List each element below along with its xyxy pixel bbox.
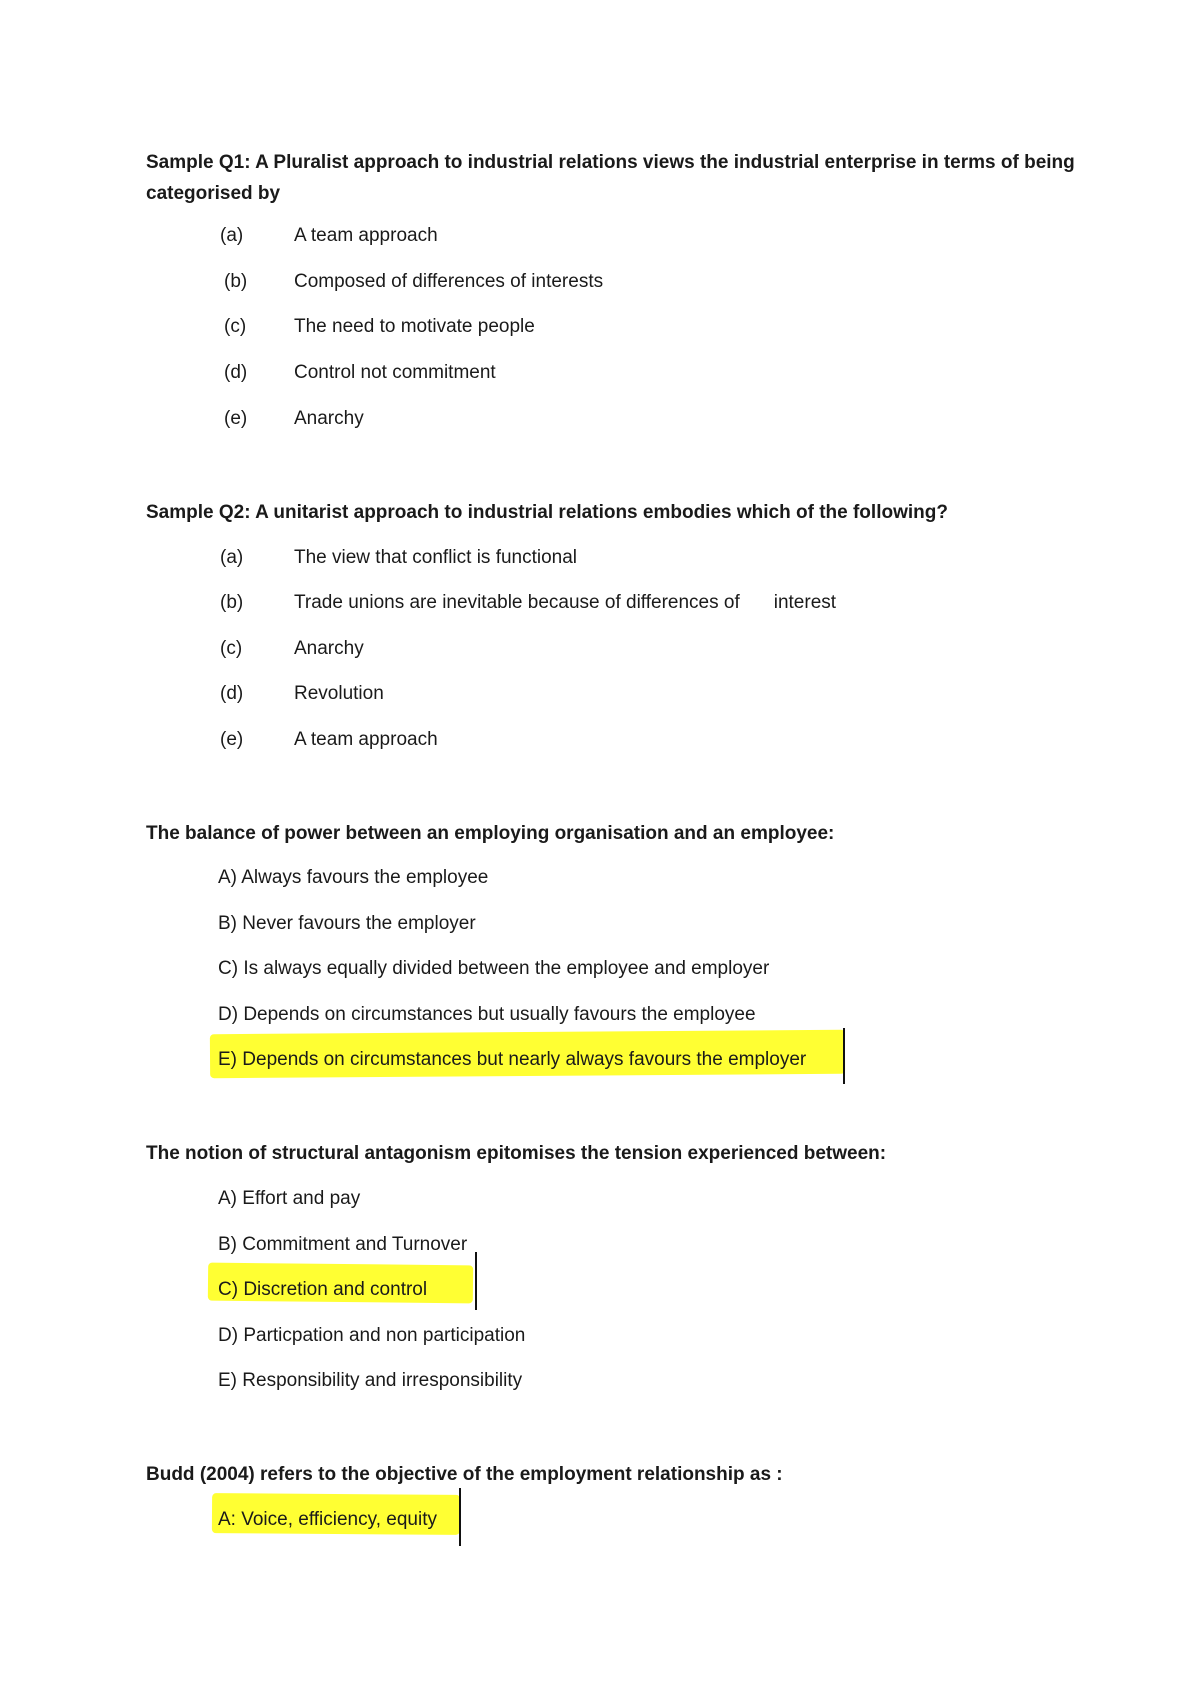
option-label: (b) (220, 592, 244, 613)
q5-option-a[interactable]: A: Voice, efficiency, equity (218, 1509, 437, 1530)
q4-option-b[interactable]: B) Commitment and Turnover (218, 1234, 468, 1255)
text-cursor (459, 1488, 461, 1546)
question-1: Sample Q1: A Pluralist approach to industrial relations views the industrial enterprise in terms of being categorised by (146, 152, 1075, 204)
option-label: (a) (220, 547, 244, 568)
text-cursor (475, 1252, 477, 1310)
option-text (294, 591, 836, 615)
option-text: A team approach (294, 225, 438, 246)
option-label: (c) (224, 316, 247, 337)
option-text: Revolution (294, 683, 384, 704)
q4-option-a[interactable]: A) Effort and pay (218, 1188, 361, 1209)
option-text: The view that conflict is functional (294, 547, 578, 568)
question-4: The notion of structural antagonism epitomises the tension experienced between: (146, 1143, 887, 1164)
option-text: Anarchy (294, 638, 364, 659)
option-text: Control not commitment (294, 362, 496, 383)
q3-option-d[interactable]: D) Depends on circumstances but usually favours the employee (218, 1004, 756, 1025)
option-text: Composed of differences of interests (294, 271, 604, 292)
option-label: (d) (224, 362, 248, 383)
question-2: Sample Q2: A unitarist approach to industrial relations embodies which of the following? (146, 502, 948, 523)
option-text: The need to motivate people (294, 316, 535, 337)
q3-option-e[interactable]: E) Depends on circumstances but nearly always favours the employer (218, 1049, 807, 1070)
option-text: A team approach (294, 729, 438, 750)
option-label: (b) (224, 271, 248, 292)
option-label: (d) (220, 683, 244, 704)
q3-option-b[interactable]: B) Never favours the employer (218, 913, 476, 934)
option-label: (e) (220, 729, 244, 750)
q4-option-c[interactable]: C) Discretion and control (218, 1279, 428, 1300)
q3-option-a[interactable]: A) Always favours the employee (218, 867, 489, 888)
question-5: Budd (2004) refers to the objective of the employment relationship as : (146, 1464, 783, 1485)
text-cursor (843, 1028, 845, 1084)
option-label: (a) (220, 225, 244, 246)
q3-option-c[interactable]: C) Is always equally divided between the employee and employer (218, 958, 770, 979)
option-label: (e) (224, 408, 248, 429)
q4-option-e[interactable]: E) Responsibility and irresponsibility (218, 1370, 523, 1391)
option-text-main: Trade unions are inevitable because of differences of (294, 592, 740, 613)
option-label: (c) (220, 638, 243, 659)
option-text: Anarchy (294, 408, 364, 429)
option-text-tail: interest (773, 592, 837, 613)
q4-option-d[interactable]: D) Particpation and non participation (218, 1325, 526, 1346)
question-3: The balance of power between an employing organisation and an employee: (146, 823, 835, 844)
